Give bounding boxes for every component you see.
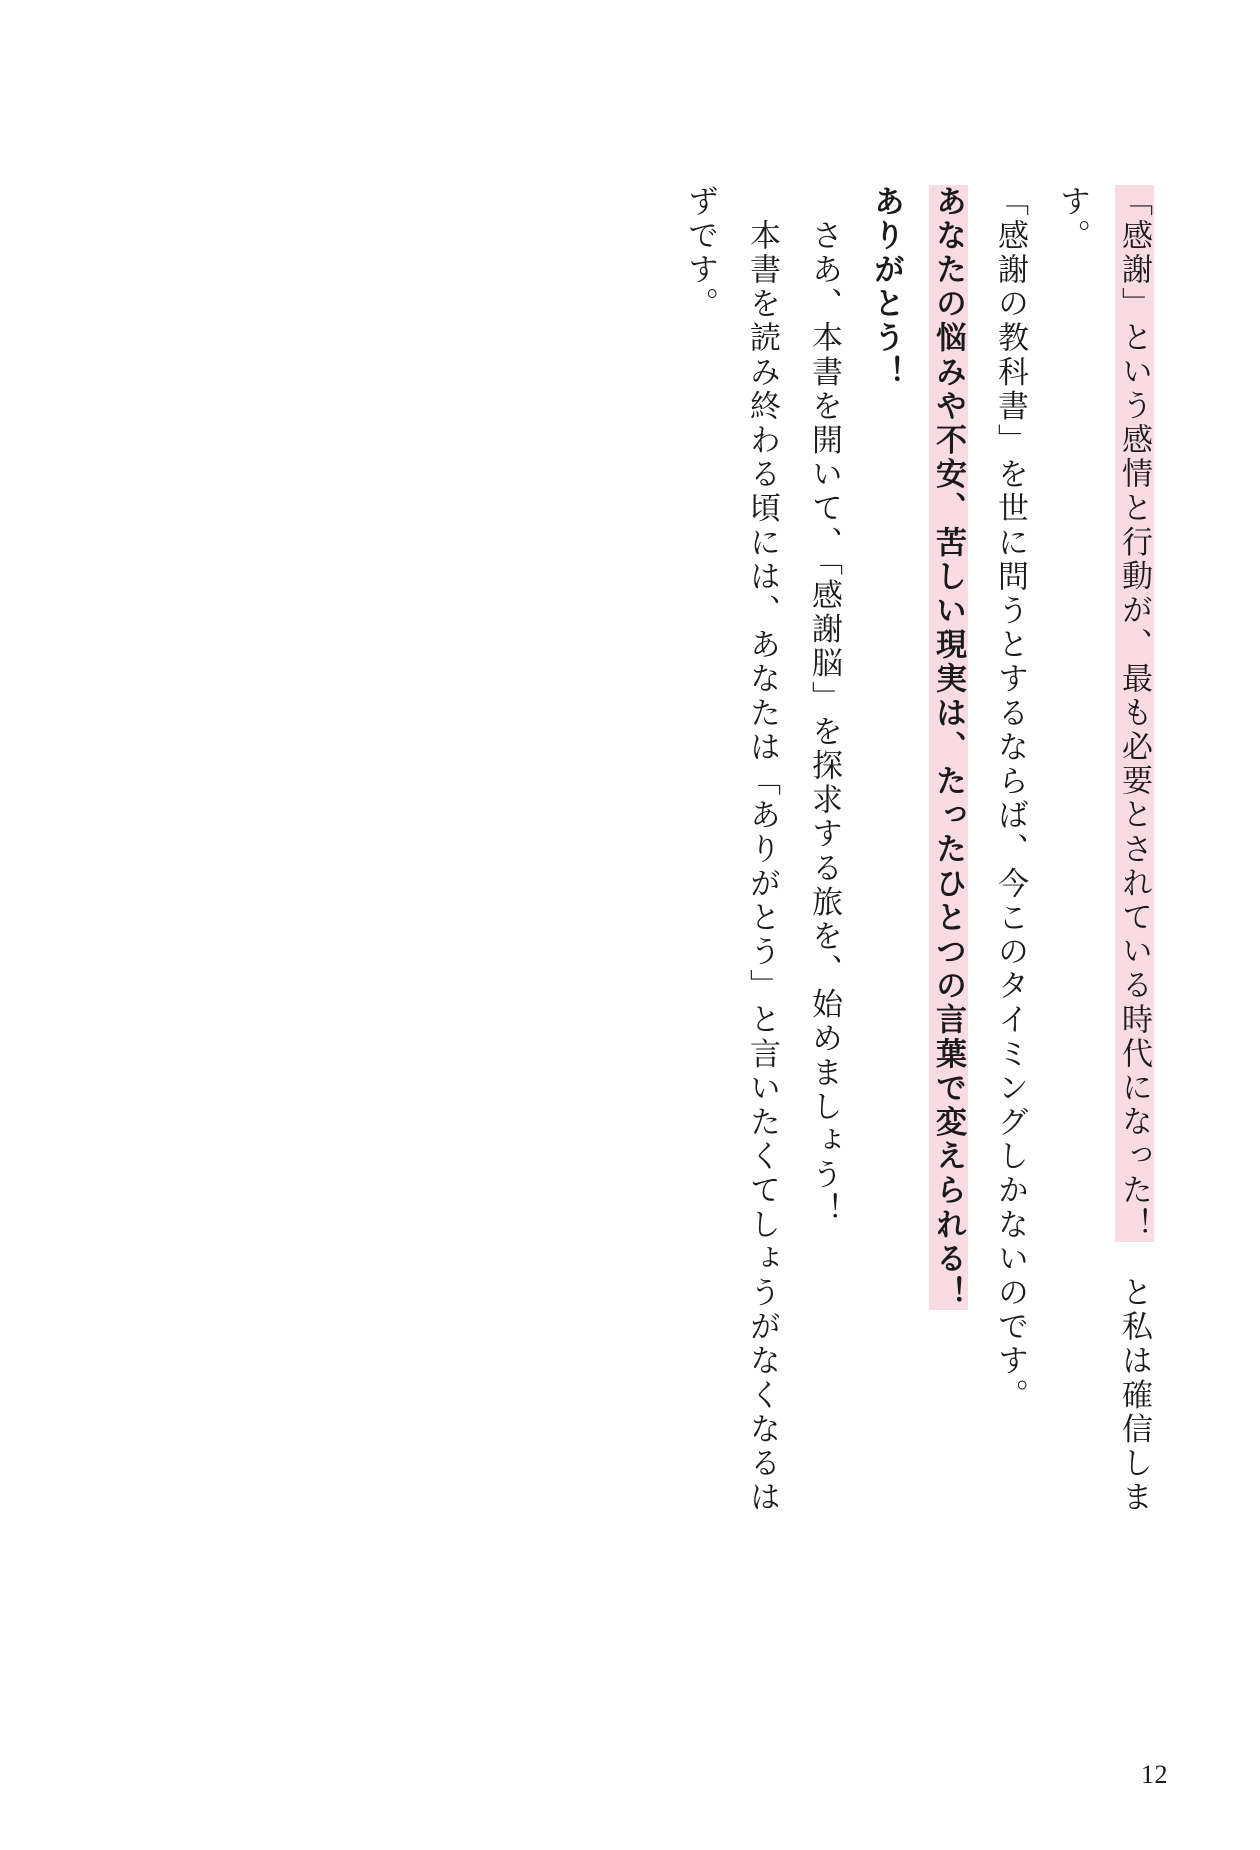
paragraph-3-run-1: あなたの悩みや不安、苦しい現実は、たったひとつの言葉で変えられる！ bbox=[931, 185, 966, 1311]
paragraph-1-run-1: 「感謝」 bbox=[1117, 185, 1152, 322]
paragraph-5-run-1: さあ、本書を開いて、「感謝脳」を探求する旅を、始めましょう！ bbox=[807, 185, 842, 1227]
vertical-text-body bbox=[525, 185, 1165, 1535]
paragraph-1 bbox=[1041, 185, 1165, 1535]
paragraph-4 bbox=[855, 185, 917, 1535]
paragraph-5 bbox=[793, 185, 855, 1535]
paragraph-2-run-1: 「感謝の教科書」を世に問うとするならば、今このタイミングしかないのです。 bbox=[993, 185, 1028, 1413]
paragraph-1-run-3: と私は確信します。 bbox=[1055, 185, 1152, 1515]
page-number: 12 bbox=[1140, 1760, 1168, 1789]
paragraph-6-run-1: 本書を読み終わる頃には、あなたは「ありがとう」と言いたくてしょうがなくなるはずです。 bbox=[683, 185, 780, 1515]
paragraph-1-run-2: という感情と行動が、最も必要とされている時代になった！ bbox=[1117, 321, 1152, 1243]
paragraph-4-run-1: ありがとう！ bbox=[869, 185, 904, 390]
paragraph-6 bbox=[669, 185, 793, 1535]
paragraph-2 bbox=[979, 185, 1041, 1535]
paragraph-3 bbox=[917, 185, 979, 1535]
